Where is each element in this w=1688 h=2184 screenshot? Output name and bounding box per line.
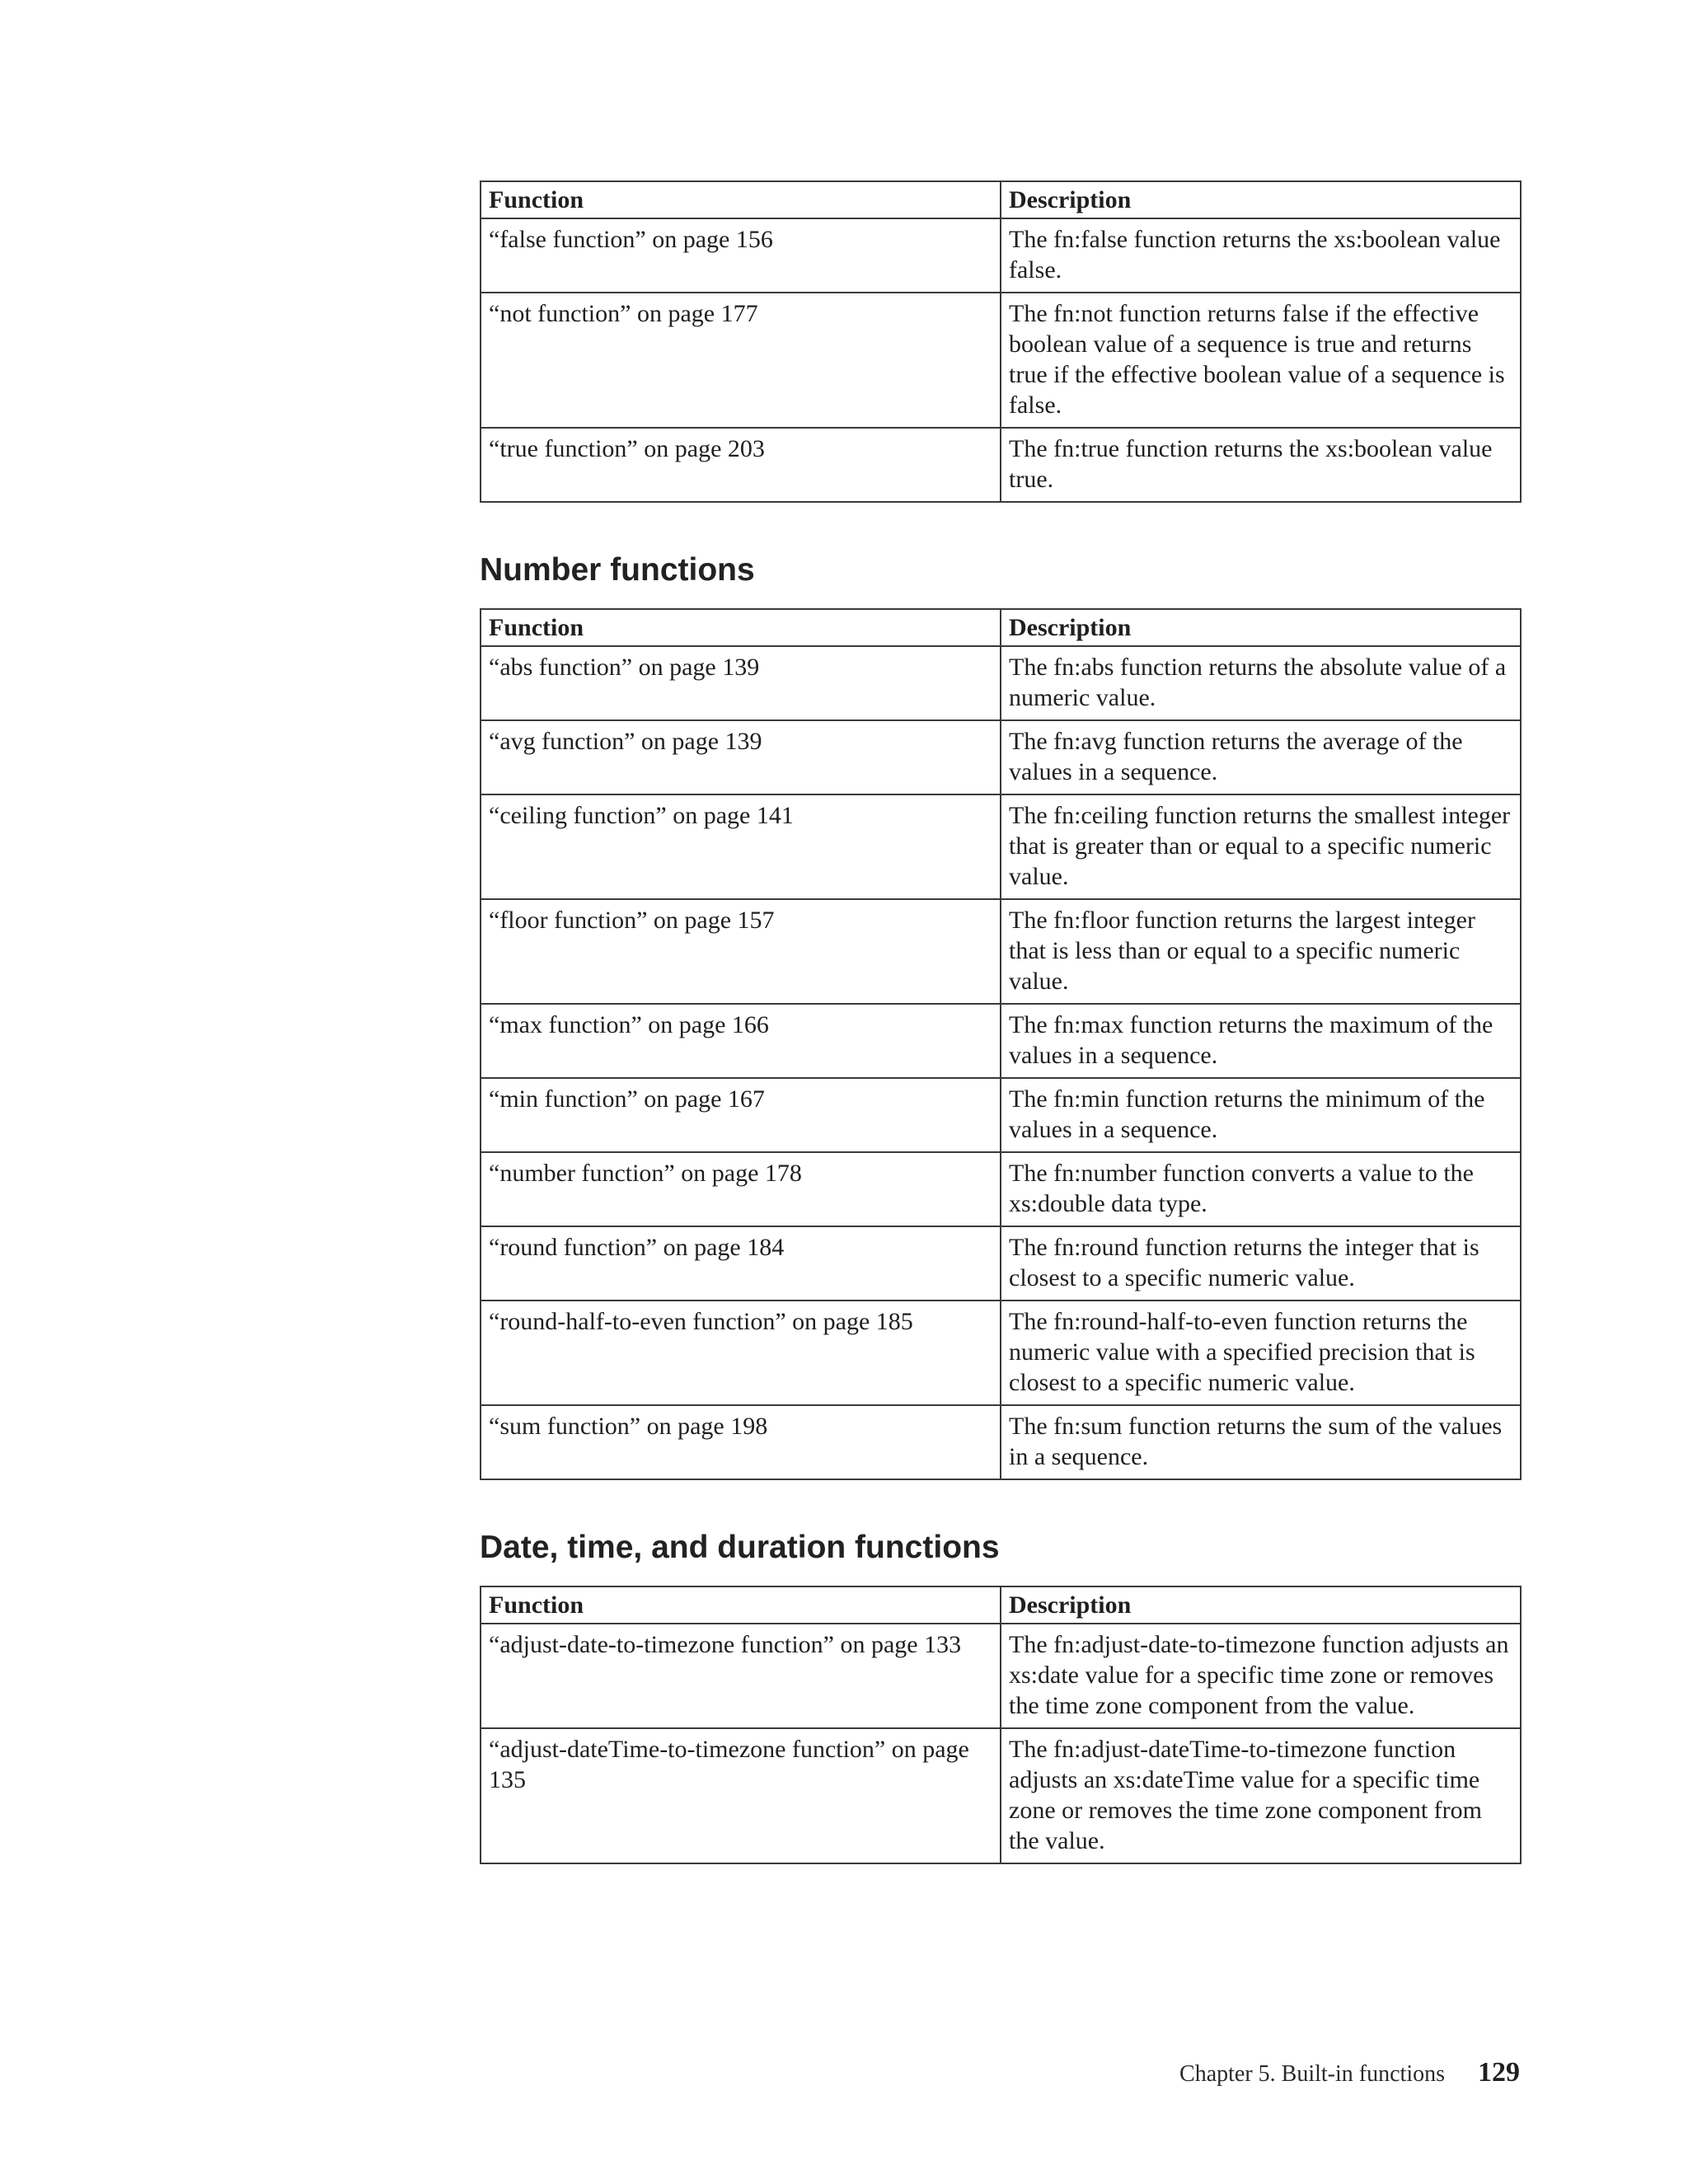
function-link[interactable]: “max function” on page 166 bbox=[481, 1004, 1001, 1078]
column-header-description: Description bbox=[1001, 181, 1521, 218]
function-link[interactable]: “number function” on page 178 bbox=[481, 1152, 1001, 1226]
function-description: The fn:abs function returns the absolute value of a numeric value. bbox=[1001, 646, 1521, 720]
function-description: The fn:round-half-to-even function returns the numeric value with a specified precision that is closest to a specific numeric value. bbox=[1001, 1301, 1521, 1405]
function-link[interactable]: “false function” on page 156 bbox=[481, 218, 1001, 293]
column-header-function: Function bbox=[481, 181, 1001, 218]
function-link[interactable]: “floor function” on page 157 bbox=[481, 899, 1001, 1004]
table-row bbox=[481, 1301, 1521, 1405]
table-row bbox=[481, 1152, 1521, 1226]
date-time-functions-table bbox=[480, 1586, 1522, 1864]
table-header-row bbox=[481, 181, 1521, 218]
function-description: The fn:round function returns the integer that is closest to a specific numeric value. bbox=[1001, 1226, 1521, 1301]
function-description: The fn:floor function returns the largest integer that is less than or equal to a specific numeric value. bbox=[1001, 899, 1521, 1004]
column-header-function: Function bbox=[481, 609, 1001, 646]
table-row bbox=[481, 1624, 1521, 1728]
function-description: The fn:adjust-dateTime-to-timezone function adjusts an xs:dateTime value for a specific time zone or removes the time zone component from the value. bbox=[1001, 1728, 1521, 1863]
table-row bbox=[481, 1004, 1521, 1078]
function-link[interactable]: “ceiling function” on page 141 bbox=[481, 794, 1001, 899]
page-footer bbox=[1179, 2057, 1520, 2088]
number-functions-table bbox=[480, 608, 1522, 1480]
table-row bbox=[481, 1405, 1521, 1479]
column-header-description: Description bbox=[1001, 609, 1521, 646]
boolean-functions-table bbox=[480, 180, 1522, 503]
table-row bbox=[481, 1226, 1521, 1301]
table-row bbox=[481, 646, 1521, 720]
table-row bbox=[481, 899, 1521, 1004]
function-description: The fn:adjust-date-to-timezone function adjusts an xs:date value for a specific time zone or removes the time zone component from the value. bbox=[1001, 1624, 1521, 1728]
function-description: The fn:max function returns the maximum of the values in a sequence. bbox=[1001, 1004, 1521, 1078]
table-row bbox=[481, 1078, 1521, 1152]
table-row bbox=[481, 1728, 1521, 1863]
function-link[interactable]: “abs function” on page 139 bbox=[481, 646, 1001, 720]
column-header-function: Function bbox=[481, 1586, 1001, 1624]
table-row bbox=[481, 218, 1521, 293]
function-link[interactable]: “not function” on page 177 bbox=[481, 293, 1001, 428]
page-content bbox=[480, 180, 1520, 1864]
footer-chapter-title: Chapter 5. Built-in functions bbox=[1179, 2061, 1445, 2087]
function-description: The fn:avg function returns the average of the values in a sequence. bbox=[1001, 720, 1521, 794]
function-link[interactable]: “adjust-dateTime-to-timezone function” on page 135 bbox=[481, 1728, 1001, 1863]
function-link[interactable]: “adjust-date-to-timezone function” on page 133 bbox=[481, 1624, 1001, 1728]
table-row bbox=[481, 720, 1521, 794]
function-link[interactable]: “round function” on page 184 bbox=[481, 1226, 1001, 1301]
page-number: 129 bbox=[1478, 2057, 1520, 2088]
function-description: The fn:min function returns the minimum of the values in a sequence. bbox=[1001, 1078, 1521, 1152]
function-link[interactable]: “avg function” on page 139 bbox=[481, 720, 1001, 794]
table-row bbox=[481, 794, 1521, 899]
section-heading-number-functions: Number functions bbox=[480, 552, 755, 588]
section-heading-date-time-duration-functions: Date, time, and duration functions bbox=[480, 1530, 1000, 1565]
function-description: The fn:number function converts a value to the xs:double data type. bbox=[1001, 1152, 1521, 1226]
table-row bbox=[481, 428, 1521, 502]
function-description: The fn:ceiling function returns the smallest integer that is greater than or equal to a specific numeric value. bbox=[1001, 794, 1521, 899]
function-link[interactable]: “round-half-to-even function” on page 185 bbox=[481, 1301, 1001, 1405]
function-description: The fn:not function returns false if the effective boolean value of a sequence is true and returns true if the effective boolean value of a sequence is false. bbox=[1001, 293, 1521, 428]
function-link[interactable]: “min function” on page 167 bbox=[481, 1078, 1001, 1152]
function-link[interactable]: “sum function” on page 198 bbox=[481, 1405, 1001, 1479]
function-description: The fn:true function returns the xs:boolean value true. bbox=[1001, 428, 1521, 502]
function-description: The fn:sum function returns the sum of the values in a sequence. bbox=[1001, 1405, 1521, 1479]
column-header-description: Description bbox=[1001, 1586, 1521, 1624]
table-header-row bbox=[481, 1586, 1521, 1624]
function-link[interactable]: “true function” on page 203 bbox=[481, 428, 1001, 502]
table-header-row bbox=[481, 609, 1521, 646]
function-description: The fn:false function returns the xs:boolean value false. bbox=[1001, 218, 1521, 293]
table-row bbox=[481, 293, 1521, 428]
